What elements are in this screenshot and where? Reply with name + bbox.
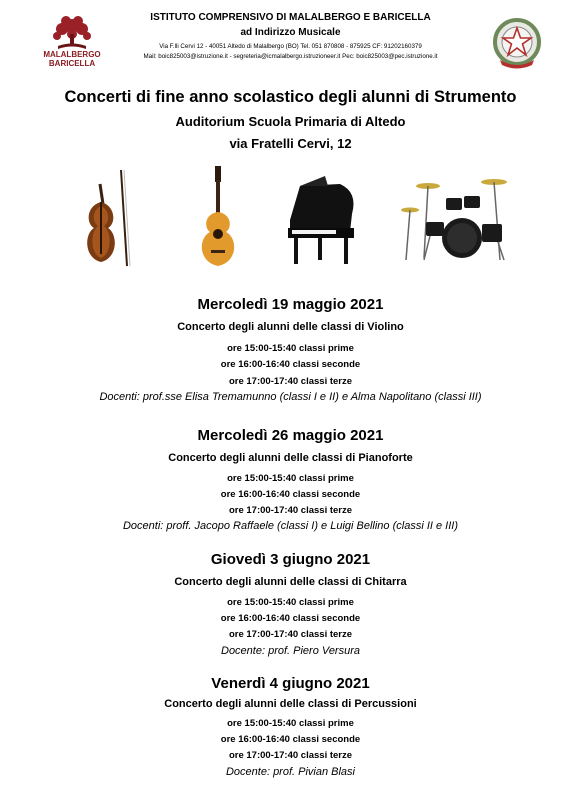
event-3-teachers: Docente: prof. Piero Versura: [221, 645, 360, 657]
logo-line-2: BARICELLA: [48, 59, 96, 68]
violin-image: [87, 170, 130, 266]
event-3-time-3: ore 17:00-17:40 classi terze: [228, 629, 353, 640]
event-2-date: Mercoledì 26 maggio 2021: [197, 427, 384, 444]
school-subtitle: ad Indirizzo Musicale: [240, 27, 341, 38]
school-contacts: Mail: boic825003@istruzione.it - segreteria@icmalalbergo.istruzioneer.it Pec: boic825003@pec.istruzione.it: [143, 53, 438, 60]
school-address: Via F.lli Cervi 12 - 40051 Altedo di Malalbergo (BO) Tel. 051 870808 - 875925 CF: 91202160379: [159, 43, 422, 50]
venue-address: via Fratelli Cervi, 12: [229, 136, 352, 151]
venue-name: Auditorium Scuola Primaria di Altedo: [175, 114, 406, 129]
piano-image: [288, 176, 354, 264]
event-1-time-2: ore 16:00-16:40 classi seconde: [220, 359, 361, 370]
logo-line-1: MALALBERGO: [43, 50, 101, 59]
event-4-time-3: ore 17:00-17:40 classi terze: [228, 750, 353, 761]
event-4-teachers: Docente: prof. Pivian Blasi: [225, 766, 355, 778]
instruments-row: [0, 162, 581, 270]
page-title: Concerti di fine anno scolastico degli alunni di Strumento: [64, 88, 517, 106]
event-2-subtitle: Concerto degli alunni delle classi di Pianoforte: [168, 452, 413, 464]
event-2-teachers: Docenti: proff. Jacopo Raffaele (classi I) e Luigi Bellino (classi II e III): [122, 520, 459, 532]
event-1-time-1: ore 15:00-15:40 classi prime: [227, 343, 354, 354]
guitar-image: [202, 166, 234, 266]
school-name: ISTITUTO COMPRENSIVO DI MALALBERGO E BARICELLA: [150, 12, 431, 23]
event-1-time-3: ore 17:00-17:40 classi terze: [228, 376, 353, 387]
event-2-time-2: ore 16:00-16:40 classi seconde: [220, 489, 361, 500]
event-4-time-1: ore 15:00-15:40 classi prime: [227, 718, 354, 729]
event-2-time-3: ore 17:00-17:40 classi terze: [228, 505, 353, 516]
event-2-time-1: ore 15:00-15:40 classi prime: [227, 473, 354, 484]
event-4-date: Venerdì 4 giugno 2021: [211, 675, 370, 692]
event-3-date: Giovedì 3 giugno 2021: [210, 551, 371, 568]
event-3-time-2: ore 16:00-16:40 classi seconde: [220, 613, 361, 624]
event-1-date: Mercoledì 19 maggio 2021: [197, 296, 384, 313]
event-3-subtitle: Concerto degli alunni delle classi di Chitarra: [174, 576, 407, 588]
event-3-time-1: ore 15:00-15:40 classi prime: [227, 597, 354, 608]
event-4-time-2: ore 16:00-16:40 classi seconde: [220, 734, 361, 745]
event-1-teachers: Docenti: prof.sse Elisa Tremamunno (classi I e II) e Alma Napolitano (classi III): [99, 391, 482, 403]
event-1-subtitle: Concerto degli alunni delle classi di Violino: [177, 321, 404, 333]
drums-image: [401, 179, 507, 260]
event-4-subtitle: Concerto degli alunni delle classi di Percussioni: [164, 698, 417, 710]
